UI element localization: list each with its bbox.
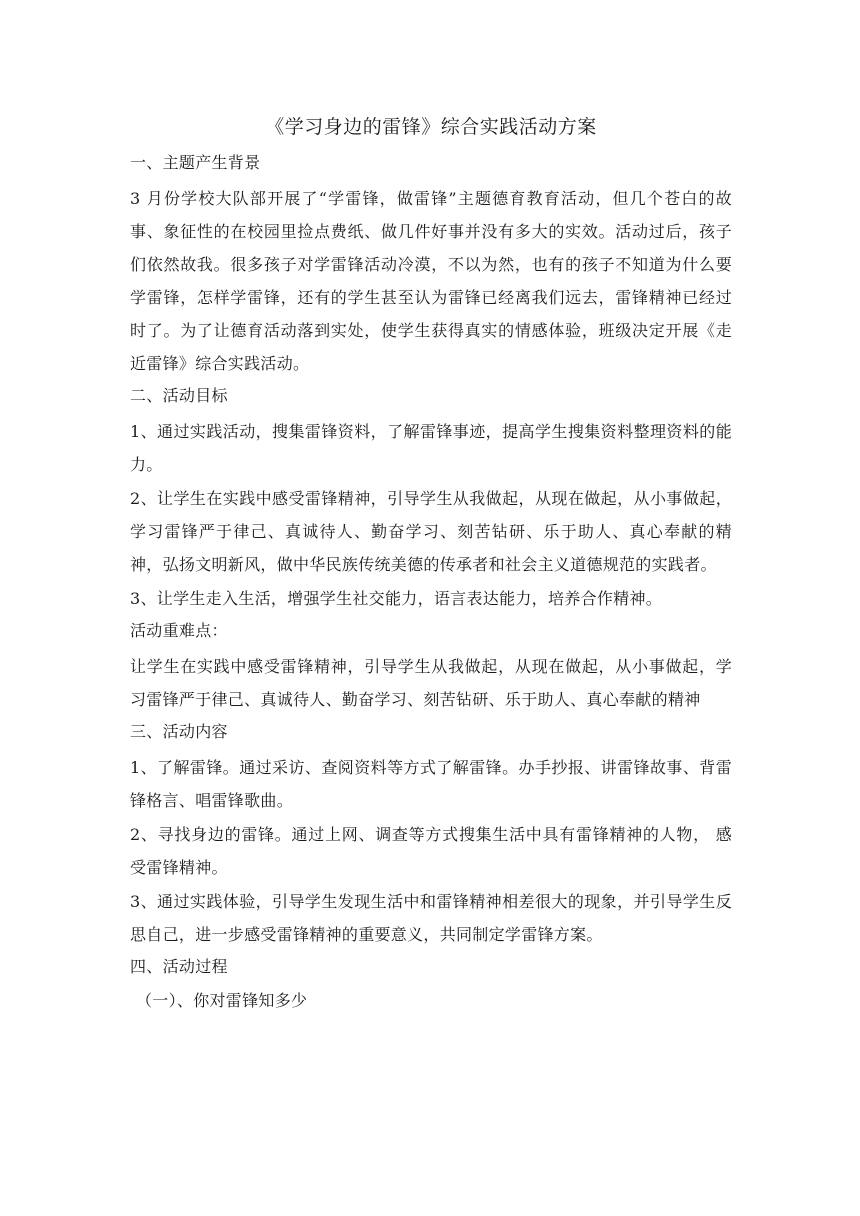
section-heading-goals: 二、活动目标	[130, 386, 228, 405]
goal-item-1: 1、通过实践活动，搜集雷锋资料，了解雷锋事迹，提高学生搜集资料整理资料的能力。	[130, 422, 732, 474]
key-difficulty-paragraph: 让学生在实践中感受雷锋精神，引导学生从我做起，从现在做起，从小事做起，学习雷锋严于律己、真诚待人、勤奋学习、刻苦钻研、乐于助人、真心奉献的精神	[130, 657, 732, 709]
document-title: 《学习身边的雷锋》综合实践活动方案	[265, 116, 597, 138]
content-item-1: 1、了解雷锋。通过采访、查阅资料等方式了解雷锋。办手抄报、讲雷锋故事、背雷锋格言、唱雷锋歌曲。	[130, 758, 732, 810]
section-heading-content: 三、活动内容	[130, 722, 228, 741]
document-body	[130, 112, 732, 1020]
section-heading-background: 一、主题产生背景	[130, 153, 261, 172]
goal-item-3: 3、让学生走入生活，增强学生社交能力，语言表达能力，培养合作精神。	[130, 589, 663, 608]
process-subheading-1: （一）、你对雷锋知多少	[136, 991, 308, 1010]
background-paragraph: 3 月份学校大队部开展了“学雷锋，做雷锋”主题德育教育活动，但几个苍白的故事、象征性的在校园里捡点费纸、做几件好事并没有多大的实效。活动过后，孩子们依然故我。很多孩子对学雷锋活动冷漠，不以为然，也有的孩子不知道为什么要学雷锋，怎样学雷锋，还有的学生甚至认为雷锋已经离我们远去，雷锋精神已经过时了。为了让德育活动落到实处，使学生获得真实的情感体验，班级决定开展《走近雷锋》综合实践活动。	[130, 189, 732, 373]
goal-item-2: 2、让学生在实践中感受雷锋精神，引导学生从我做起，从现在做起，从小事做起，学习雷锋严于律己、真诚待人、勤奋学习、刻苦钻研、乐于助人、真心奉献的精神，弘扬文明新风，做中华民族传统美德的传承者和社会主义道德规范的实践者。	[130, 489, 732, 574]
section-heading-process: 四、活动过程	[130, 957, 228, 976]
content-item-3: 3、通过实践体验，引导学生发现生活中和雷锋精神相差很大的现象，并引导学生反思自己，进一步感受雷锋精神的重要意义，共同制定学雷锋方案。	[130, 892, 732, 944]
content-item-2: 2、寻找身边的雷锋。通过上网、调查等方式搜集生活中具有雷锋精神的人物， 感受雷锋精神。	[130, 825, 732, 877]
key-difficulty-label: 活动重难点：	[130, 621, 228, 640]
